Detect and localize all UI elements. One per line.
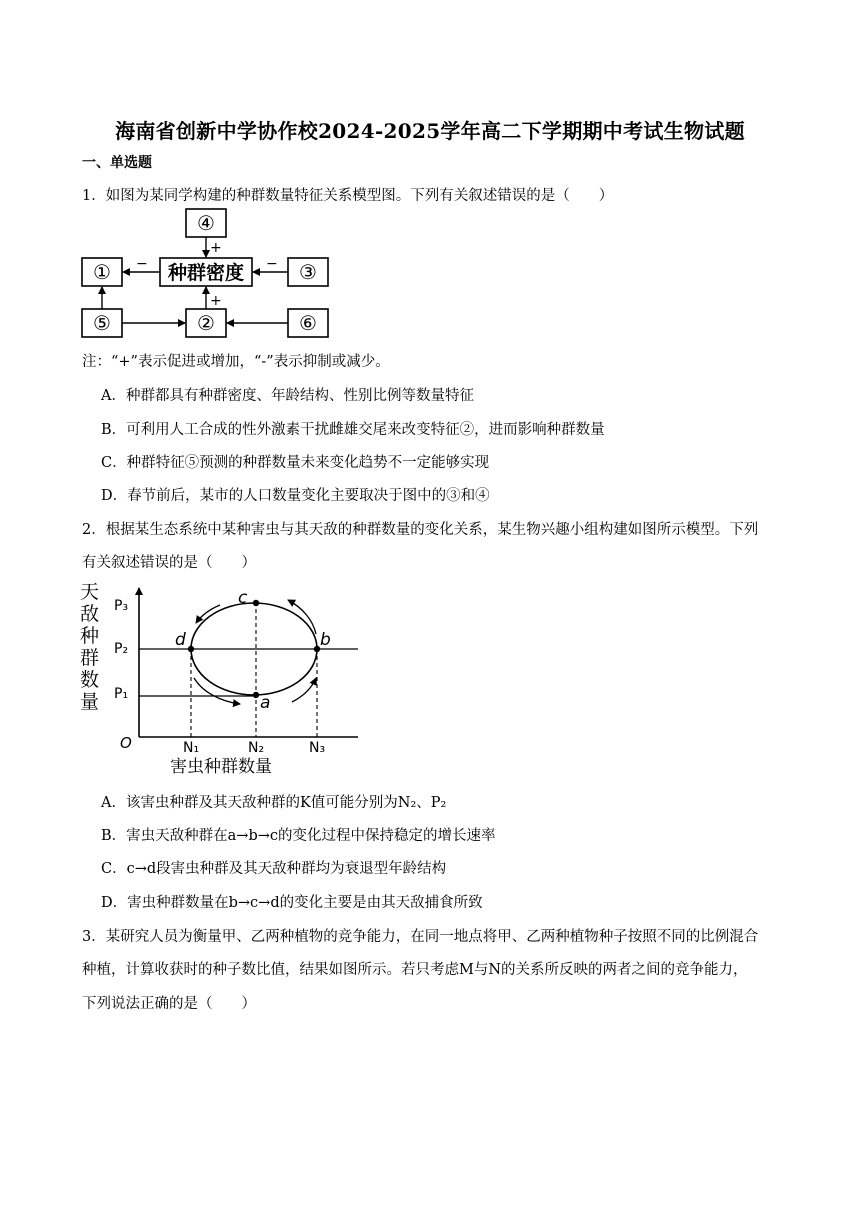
q2-option-b[interactable]: B．害虫天敌种群在a→b→c的变化过程中保持稳定的增长速率 [101, 828, 496, 844]
predator-prey-cycle-graph [80, 580, 362, 776]
diagram-plus-top: + [210, 240, 222, 256]
point-c-label: c [238, 588, 248, 608]
tick-n2: N₂ [248, 740, 265, 756]
q3-stem-line3: 下列说法正确的是（ ） [82, 996, 256, 1012]
q2-stem-line1: 2．根据某生态系统中某种害虫与其天敌的种群数量的变化关系，某生物兴趣小组构建如图所示模型。下列 [82, 522, 759, 538]
diagram-box-4: ④ [197, 211, 215, 235]
y-axis-label-2: 敌 [80, 603, 100, 625]
diagram-center-label: 种群密度 [167, 262, 245, 284]
q1-note: 注：“+”表示促进或增加，“-”表示抑制或减少。 [82, 354, 390, 370]
x-axis-label: 害虫种群数量 [170, 757, 272, 776]
point-b-label: b [320, 630, 331, 650]
y-axis-label-3: 种 [80, 625, 100, 647]
q2-stem-line2: 有关叙述错误的是（ ） [82, 555, 256, 571]
origin-label: O [120, 734, 132, 752]
population-density-diagram [80, 206, 330, 340]
diagram-box-6: ⑥ [299, 311, 317, 335]
diagram-box-1: ① [93, 260, 111, 284]
q3-stem-line1: 3．某研究人员为衡量甲、乙两种植物的竞争能力，在同一地点将甲、乙两种植物种子按照不同的比例混合 [82, 929, 759, 945]
page-title: 海南省创新中学协作校2024-2025学年高二下学期期中考试生物试题 [115, 119, 745, 143]
section-heading: 一、单选题 [82, 155, 152, 171]
point-d-label: d [175, 630, 186, 650]
tick-n3: N₃ [309, 740, 326, 756]
y-axis-label-1: 天 [80, 581, 100, 603]
y-axis-label-4: 群 [80, 647, 100, 669]
q1-stem: 1．如图为某同学构建的种群数量特征关系模型图。下列有关叙述错误的是（ ） [82, 188, 614, 204]
q1-option-d[interactable]: D．春节前后，某市的人口数量变化主要取决于图中的③和④ [101, 488, 490, 504]
y-axis-label-6: 量 [80, 691, 100, 713]
diagram-minus-left: − [136, 256, 148, 272]
q2-option-d[interactable]: D．害虫种群数量在b→c→d的变化主要是由其天敌捕食所致 [101, 895, 483, 911]
diagram-box-5: ⑤ [93, 311, 111, 335]
tick-p3: P₃ [114, 598, 129, 614]
diagram-box-2: ② [197, 311, 215, 335]
tick-p1: P₁ [114, 686, 129, 702]
diagram-minus-right: − [266, 256, 278, 272]
y-axis-label-5: 数 [80, 669, 100, 691]
tick-p2: P₂ [114, 641, 129, 657]
diagram-plus-bottom: + [210, 293, 222, 309]
point-a-label: a [260, 693, 271, 713]
q1-option-b[interactable]: B．可利用人工合成的性外激素干扰雌雄交尾来改变特征②，进而影响种群数量 [101, 422, 605, 438]
q1-option-a[interactable]: A．种群都具有种群密度、年龄结构、性别比例等数量特征 [101, 388, 474, 404]
q2-option-a[interactable]: A．该害虫种群及其天敌种群的K值可能分别为N₂、P₂ [101, 795, 447, 811]
tick-n1: N₁ [183, 740, 200, 756]
q1-option-c[interactable]: C．种群特征⑤预测的种群数量未来变化趋势不一定能够实现 [101, 455, 490, 471]
q3-stem-line2: 种植，计算收获时的种子数比值，结果如图所示。若只考虑M与N的关系所反映的两者之间的竞争能力， [82, 962, 748, 978]
q2-option-c[interactable]: C．c→d段害虫种群及其天敌种群均为衰退型年龄结构 [101, 861, 447, 877]
diagram-box-3: ③ [299, 260, 317, 284]
